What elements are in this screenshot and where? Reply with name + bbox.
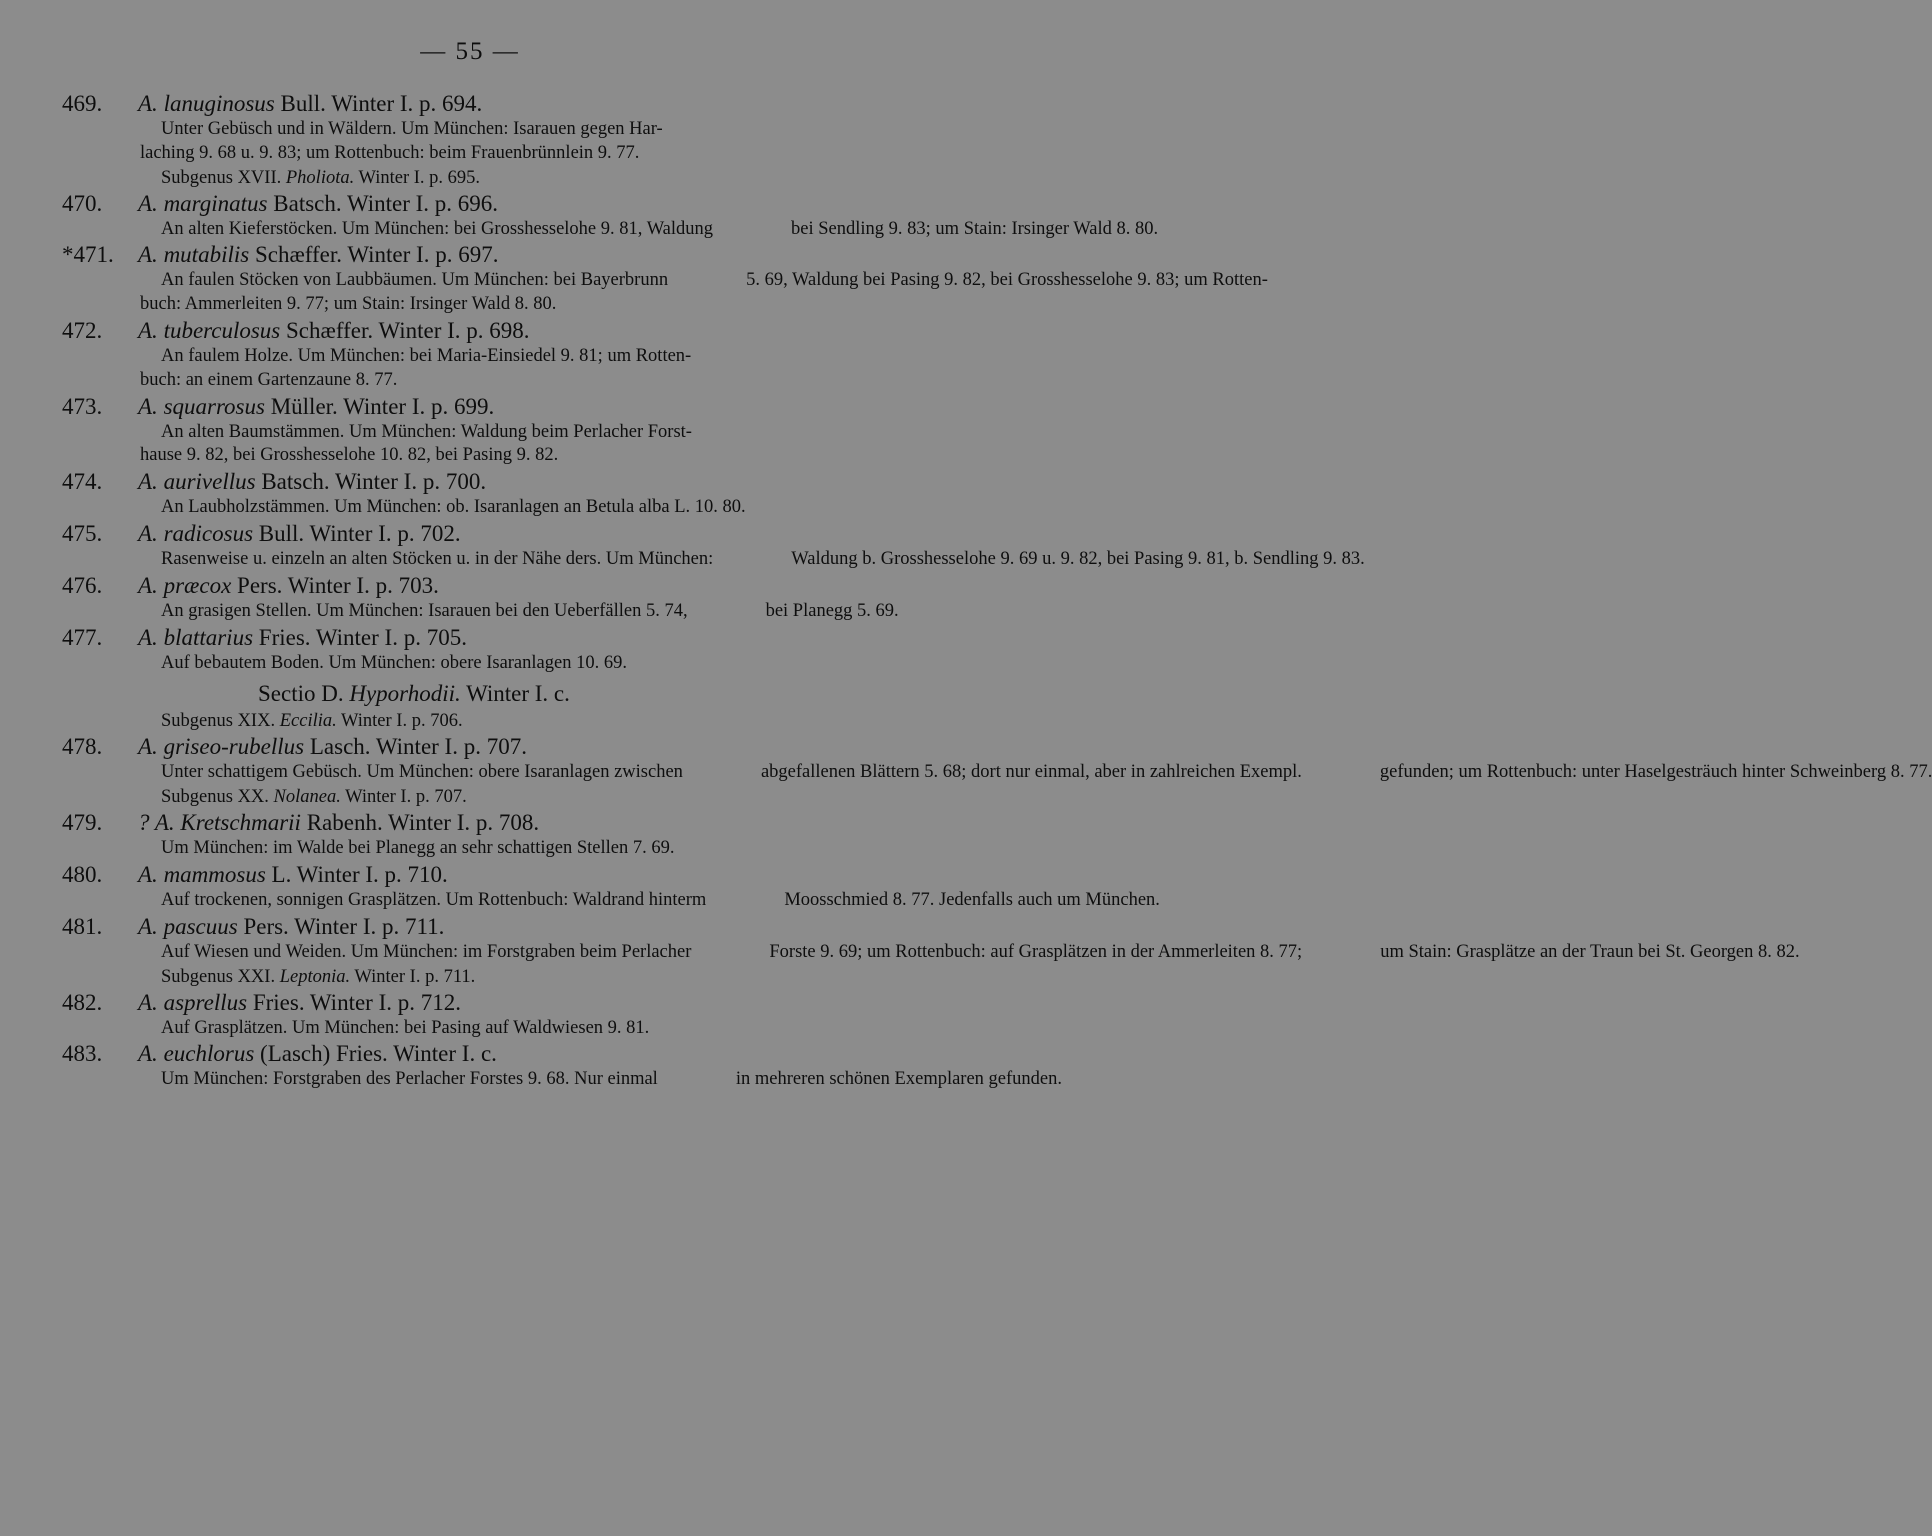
genus: A. xyxy=(138,520,158,546)
entry-number: 472. xyxy=(62,317,103,343)
entry-text-line: Um München: im Walde bei Planegg an sehr schattigen Stellen 7. 69. xyxy=(161,838,675,859)
entry-text-line: Waldung b. Grosshesselohe 9. 69 u. 9. 82, bei Pasing 9. 81, b. Sendling 9. 83. xyxy=(791,548,1365,569)
species-entry xyxy=(62,90,882,166)
subgenus-heading xyxy=(62,166,882,190)
heading-reference: Winter I. c. xyxy=(460,681,570,707)
entry-text-line: in mehreren schönen Exemplaren gefunden. xyxy=(735,1069,1063,1090)
species-name: marginatus xyxy=(163,190,268,216)
entry-text-line: buch: an einem Gartenzaune 8. 77. xyxy=(140,369,398,390)
species-name: aurivellus xyxy=(163,469,256,495)
species-name: radicosus xyxy=(163,520,254,546)
heading-prefix: Sectio D. xyxy=(258,681,350,707)
entry-heading xyxy=(62,809,882,837)
species-name: lanuginosus xyxy=(163,91,275,116)
author-reference: Schæffer. Winter I. p. 698. xyxy=(280,317,530,343)
entry-number: *471. xyxy=(62,242,114,268)
entry-heading xyxy=(62,90,882,118)
heading-reference: Winter I. p. 695. xyxy=(354,167,481,188)
entry-text-line: Auf Grasplätzen. Um München: bei Pasing auf Waldwiesen 9. 81. xyxy=(161,1017,650,1038)
taxon-name: Hyporhodii. xyxy=(349,681,461,707)
subgenus-heading xyxy=(62,965,882,989)
author-reference: Fries. Winter I. p. 712. xyxy=(247,989,461,1015)
entry-text-line: laching 9. 68 u. 9. 83; um Rottenbuch: beim Frauenbrünnlein 9. 77. xyxy=(140,142,640,163)
heading-reference: Winter I. p. 706. xyxy=(336,711,463,732)
heading-reference: Winter I. p. 707. xyxy=(340,787,467,808)
author-reference: Bull. Winter I. p. 694. xyxy=(274,91,483,116)
species-entry xyxy=(62,913,1800,965)
entry-heading xyxy=(62,989,882,1017)
entry-text-line: An faulen Stöcken von Laubbäumen. Um München: bei Bayerbrunn xyxy=(161,270,669,291)
species-entry xyxy=(62,190,1159,242)
entry-heading xyxy=(62,733,882,761)
entry-text-line: An grasigen Stellen. Um München: Isarauen bei den Ueberfällen 5. 74, xyxy=(161,600,688,621)
taxon-name: Eccilia. xyxy=(279,711,337,732)
genus: A. xyxy=(138,91,158,116)
genus: A. xyxy=(138,242,158,268)
entry-text-line: um Stain: Grasplätze an der Traun bei St. Georgen 8. 82. xyxy=(1380,941,1800,962)
genus: A. xyxy=(138,861,158,887)
heading-prefix: Subgenus XX. xyxy=(161,787,274,808)
genus: A. xyxy=(138,190,158,216)
author-reference: Lasch. Winter I. p. 707. xyxy=(304,734,527,760)
entry-heading xyxy=(62,572,882,600)
entry-heading xyxy=(62,241,882,269)
section-heading xyxy=(62,679,882,709)
species-name: mutabilis xyxy=(163,242,250,268)
entry-text-line: Um München: Forstgraben des Perlacher Forstes 9. 68. Nur einmal xyxy=(161,1069,658,1090)
author-reference: Pers. Winter I. p. 703. xyxy=(231,572,439,598)
entry-text-line: Auf bebautem Boden. Um München: obere Isaranlagen 10. 69. xyxy=(161,652,627,673)
entry-text-line: gefunden; um Rottenbuch: unter Haselgesträuch hinter Schweinberg 8. 77. xyxy=(1379,762,1932,783)
entry-number: 470. xyxy=(62,190,103,216)
author-reference: Pers. Winter I. p. 711. xyxy=(237,913,445,939)
heading-prefix: Subgenus XXI. xyxy=(161,966,280,987)
species-entry xyxy=(62,468,882,520)
species-entry xyxy=(62,572,899,624)
entry-text-line: Unter Gebüsch und in Wäldern. Um München: Isarauen gegen Har- xyxy=(161,119,663,139)
entry-heading xyxy=(62,520,882,548)
subgenus-heading xyxy=(62,709,882,733)
author-reference: Fries. Winter I. p. 705. xyxy=(253,624,467,650)
entry-heading xyxy=(62,913,882,941)
species-name: euchlorus xyxy=(163,1041,255,1067)
species-name: asprellus xyxy=(163,989,248,1015)
entry-heading xyxy=(62,393,882,421)
entry-heading xyxy=(62,190,882,218)
entry-text-line: bei Planegg 5. 69. xyxy=(765,600,899,621)
entry-text-line: Auf Wiesen und Weiden. Um München: im Forstgraben beim Perlacher xyxy=(161,941,692,962)
species-name: pascuus xyxy=(163,913,238,939)
entry-text-line: 5. 69, Waldung bei Pasing 9. 82, bei Grosshesselohe 9. 83; um Rotten- xyxy=(746,270,1268,291)
entry-text-line: hause 9. 82, bei Grosshesselohe 10. 82, bei Pasing 9. 82. xyxy=(140,445,559,466)
subgenus-heading xyxy=(62,785,882,809)
entry-text-line: bei Sendling 9. 83; um Stain: Irsinger Wald 8. 80. xyxy=(791,218,1159,239)
entry-text-line: abgefallenen Blättern 5. 68; dort nur einmal, aber in zahlreichen Exempl. xyxy=(760,762,1302,783)
entry-number: 473. xyxy=(62,393,103,419)
genus: ? A. xyxy=(138,810,175,836)
species-name: præcox xyxy=(163,572,232,598)
taxon-name: Leptonia. xyxy=(279,966,351,987)
genus: A. xyxy=(138,913,158,939)
entry-text-line: An alten Kieferstöcken. Um München: bei Grosshesselohe 9. 81, Waldung xyxy=(161,218,714,239)
author-reference: Bull. Winter I. p. 702. xyxy=(253,520,461,546)
entry-heading xyxy=(62,468,882,496)
species-entry xyxy=(62,809,882,861)
author-reference: Rabenh. Winter I. p. 708. xyxy=(300,810,540,836)
entry-number: 480. xyxy=(62,861,103,887)
genus: A. xyxy=(138,734,158,760)
species-name: mammosus xyxy=(163,861,266,887)
species-name: blattarius xyxy=(163,624,254,650)
taxon-name: Nolanea. xyxy=(273,787,341,808)
species-entry xyxy=(62,989,882,1041)
species-list xyxy=(62,90,1932,1092)
species-name: tuberculosus xyxy=(163,317,281,343)
genus: A. xyxy=(138,317,158,343)
entry-number: 476. xyxy=(62,572,103,598)
entry-heading xyxy=(62,317,882,345)
species-name: griseo-rubellus xyxy=(163,734,305,760)
author-reference: Schæffer. Winter I. p. 697. xyxy=(249,242,499,268)
species-entry xyxy=(62,733,1932,785)
heading-prefix: Subgenus XIX. xyxy=(161,711,280,732)
author-reference: Batsch. Winter I. p. 700. xyxy=(255,469,487,495)
page-number: — 55 — xyxy=(420,38,520,65)
species-entry xyxy=(62,861,1160,913)
entry-heading xyxy=(62,861,882,889)
species-name: squarrosus xyxy=(163,393,265,419)
entry-text-line: Auf trockenen, sonnigen Grasplätzen. Um Rottenbuch: Waldrand hinterm xyxy=(161,889,707,910)
entry-number: 477. xyxy=(62,624,103,650)
author-reference: Batsch. Winter I. p. 696. xyxy=(267,190,499,216)
genus: A. xyxy=(138,469,158,495)
entry-number: 478. xyxy=(62,734,103,760)
entry-number: 481. xyxy=(62,913,103,939)
entry-text-line: Forste 9. 69; um Rottenbuch: auf Grasplätzen in der Ammerleiten 8. 77; xyxy=(769,941,1303,962)
author-reference: (Lasch) Fries. Winter I. c. xyxy=(254,1041,497,1067)
entry-number: 474. xyxy=(62,469,103,495)
entry-text-line: Moosschmied 8. 77. Jedenfalls auch um München. xyxy=(784,889,1160,910)
entry-number: 469. xyxy=(62,91,103,116)
entry-text-line: An faulem Holze. Um München: bei Maria-Einsiedel 9. 81; um Rotten- xyxy=(161,345,692,366)
genus: A. xyxy=(138,1041,158,1067)
genus: A. xyxy=(138,393,158,419)
species-entry xyxy=(62,624,882,676)
heading-prefix: Subgenus XVII. xyxy=(161,167,286,188)
entry-number: 479. xyxy=(62,810,103,836)
author-reference: Müller. Winter I. p. 699. xyxy=(264,393,495,419)
entry-text-line: Unter schattigem Gebüsch. Um München: obere Isaranlagen zwischen xyxy=(161,762,683,783)
entry-text-line: Rasenweise u. einzeln an alten Stöcken u. in der Nähe ders. Um München: xyxy=(161,548,714,569)
genus: A. xyxy=(138,624,158,650)
species-name: Kretschmarii xyxy=(180,810,301,836)
entry-heading xyxy=(62,624,882,652)
entry-number: 482. xyxy=(62,989,103,1015)
author-reference: L. Winter I. p. 710. xyxy=(265,861,448,887)
entry-text-line: An Laubholzstämmen. Um München: ob. Isaranlagen an Betula alba L. 10. 80. xyxy=(161,497,746,518)
species-entry xyxy=(62,520,1365,572)
genus: A. xyxy=(138,572,158,598)
entry-number: 483. xyxy=(62,1041,103,1067)
genus: A. xyxy=(138,989,158,1015)
entry-number: 475. xyxy=(62,520,103,546)
species-entry xyxy=(62,393,882,469)
entry-text-line: buch: Ammerleiten 9. 77; um Stain: Irsinger Wald 8. 80. xyxy=(140,294,557,315)
heading-reference: Winter I. p. 711. xyxy=(350,966,476,987)
species-entry xyxy=(62,317,882,393)
entry-heading xyxy=(62,1040,882,1068)
entry-text-line: An alten Baumstämmen. Um München: Waldung beim Perlacher Forst- xyxy=(161,421,692,442)
taxon-name: Pholiota. xyxy=(285,167,355,188)
species-entry xyxy=(62,1040,1063,1092)
species-entry xyxy=(62,241,1268,317)
